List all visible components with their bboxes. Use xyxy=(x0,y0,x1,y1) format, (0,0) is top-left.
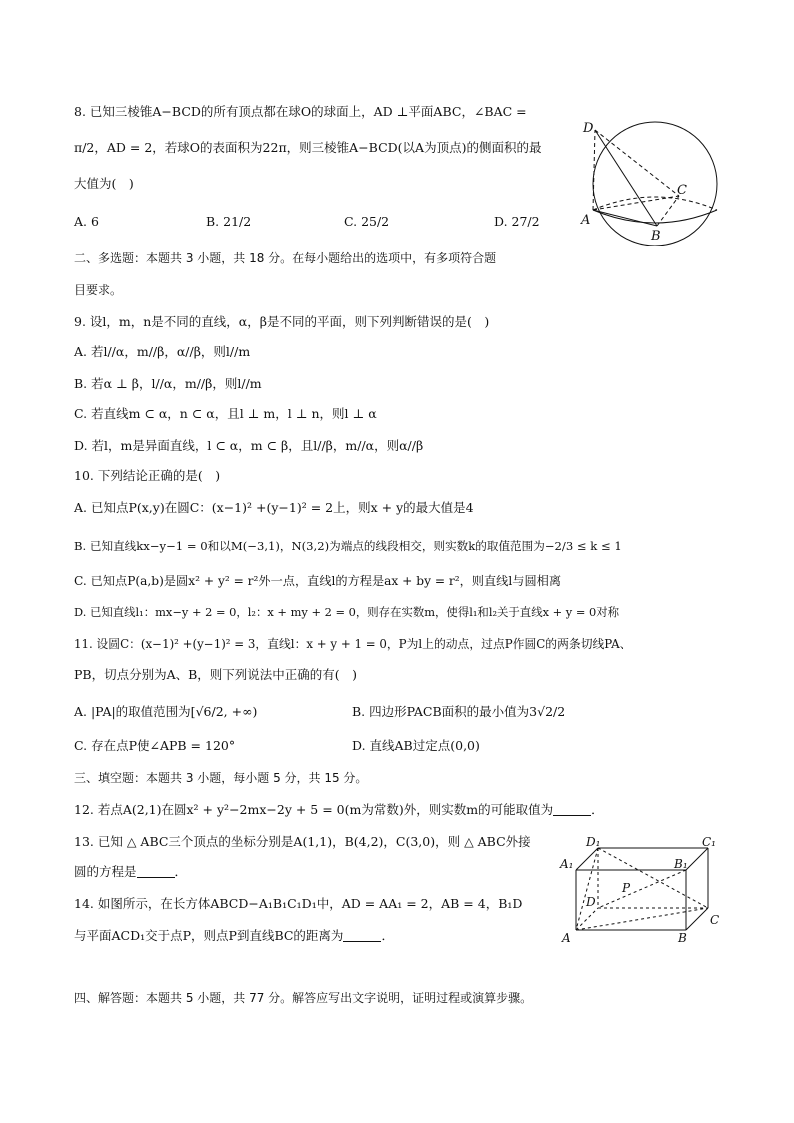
section4-heading: 四、解答题：本题共 5 小题，共 77 分。解答应写出文字说明，证明过程或演算步骤。 xyxy=(74,991,533,1005)
q12-answer-blank[interactable] xyxy=(553,803,591,816)
q13-line1: 13. 已知 △ ABC三个顶点的坐标分别是A(1,1)，B(4,2)，C(3,0)，则 △ ABC外接 xyxy=(74,834,531,849)
fig2-label-c: C xyxy=(710,913,720,927)
q11-option-b: B. 四边形PACB面积的最小值为3√2/2 xyxy=(352,704,566,719)
q9-option-a: A. 若l//α，m//β，α//β，则l//m xyxy=(74,344,251,359)
q9-option-b: B. 若α ⊥ β，l//α，m//β，则l//m xyxy=(74,376,262,391)
q12-tail: ． xyxy=(591,802,604,817)
q8-option-a: A. 6 xyxy=(74,214,99,229)
q14-line2: 与平面ACD₁交于点P，则点P到直线BC的距离为 xyxy=(74,928,344,943)
q8-option-d: D. 27/2 xyxy=(494,214,540,229)
q8-option-b: B. 21/2 xyxy=(206,214,252,229)
q9-stem: 9. 设l，m，n是不同的直线，α，β是不同的平面，则下列判断错误的是( ) xyxy=(74,314,490,329)
q13-tail: ． xyxy=(174,864,188,879)
section3-heading: 三、填空题：本题共 3 小题，每小题 5 分，共 15 分。 xyxy=(74,771,368,785)
q10-stem: 10. 下列结论正确的是( ) xyxy=(74,468,221,483)
q13-line2: 圆的方程是 xyxy=(74,864,137,879)
sphere-pyramid-figure xyxy=(575,118,723,246)
fig2-label-d1: D₁ xyxy=(586,835,601,849)
q10-option-a: A. 已知点P(x,y)在圆C：(x−1)² +(y−1)² = 2上，则x + y的最大值是4 xyxy=(74,500,474,515)
q12-line xyxy=(74,802,604,818)
fig1-label-a: A xyxy=(581,213,591,228)
q10-option-b: B. 已知直线kx−y−1 = 0和以M(−3,1)，N(3,2)为端点的线段相交，则实数k的取值范围为−2/3 ≤ k ≤ 1 xyxy=(74,539,622,553)
q10-option-c: C. 已知点P(a,b)是圆x² + y² = r²外一点，直线l的方程是ax + by = r²，则直线l与圆相离 xyxy=(74,574,562,588)
cuboid-figure xyxy=(556,834,728,946)
fig2-label-b1: B₁ xyxy=(674,857,688,871)
fig2-label-c1: C₁ xyxy=(702,835,716,849)
q11-line2: PB，切点分别为A、B，则下列说法中正确的有( ) xyxy=(74,667,358,682)
fig2-label-d: D xyxy=(586,895,596,909)
q8-line2: π/2，AD = 2，若球O的表面积为22π，则三棱锥A−BCD(以A为顶点)的侧面积的最 xyxy=(74,140,542,155)
fig1-label-d: D xyxy=(583,121,594,136)
q9-option-c: C. 若直线m ⊂ α，n ⊂ α，且l ⊥ m，l ⊥ n，则l ⊥ α xyxy=(74,406,377,421)
q11-option-c: C. 存在点P使∠APB = 120° xyxy=(74,738,236,753)
q14-line2-wrap xyxy=(74,928,394,944)
q13-line2-wrap xyxy=(74,864,187,880)
q11-option-d: D. 直线AB过定点(0,0) xyxy=(352,738,480,753)
q14-answer-blank[interactable] xyxy=(343,929,381,942)
q11-line1: 11. 设圆C：(x−1)² +(y−1)² = 3，直线l：x + y + 1 = 0，P为l上的动点，过点P作圆C的两条切线PA、 xyxy=(74,637,632,651)
q8-line1: 8. 已知三棱锥A−BCD的所有顶点都在球O的球面上，AD ⊥平面ABC，∠BAC = xyxy=(74,104,527,119)
q9-option-d: D. 若l，m是异面直线，l ⊂ α，m ⊂ β，且l//β，m//α，则α//β xyxy=(74,438,424,453)
fig2-label-b: B xyxy=(678,931,687,945)
q8-option-c: C. 25/2 xyxy=(344,214,390,229)
fig1-label-b: B xyxy=(651,229,661,244)
fig1-label-c: C xyxy=(677,183,687,198)
fig2-label-p: P xyxy=(622,881,631,895)
q14-tail: ． xyxy=(381,928,394,943)
q14-line1: 14. 如图所示，在长方体ABCD−A₁B₁C₁D₁中，AD = AA₁ = 2，AB = 4，B₁D xyxy=(74,896,523,911)
fig2-label-a1: A₁ xyxy=(560,857,574,871)
q10-option-d: D. 已知直线l₁：mx−y + 2 = 0，l₂：x + my + 2 = 0，则存在实数m，使得l₁和l₂关于直线x + y = 0对称 xyxy=(74,605,620,619)
fig2-label-a: A xyxy=(562,931,571,945)
q8-line3: 大值为( ) xyxy=(74,176,134,191)
section2-line1: 二、多选题：本题共 3 小题，共 18 分。在每小题给出的选项中，有多项符合题 xyxy=(74,251,497,265)
section2-line2: 目要求。 xyxy=(74,283,123,297)
q12-text: 12. 若点A(2,1)在圆x² + y²−2mx−2y + 5 = 0(m为常数)外，则实数m的可能取值为 xyxy=(74,802,554,817)
q11-option-a: A. |PA|的取值范围为[√6/2, +∞) xyxy=(74,704,258,719)
q13-answer-blank[interactable] xyxy=(137,865,175,878)
